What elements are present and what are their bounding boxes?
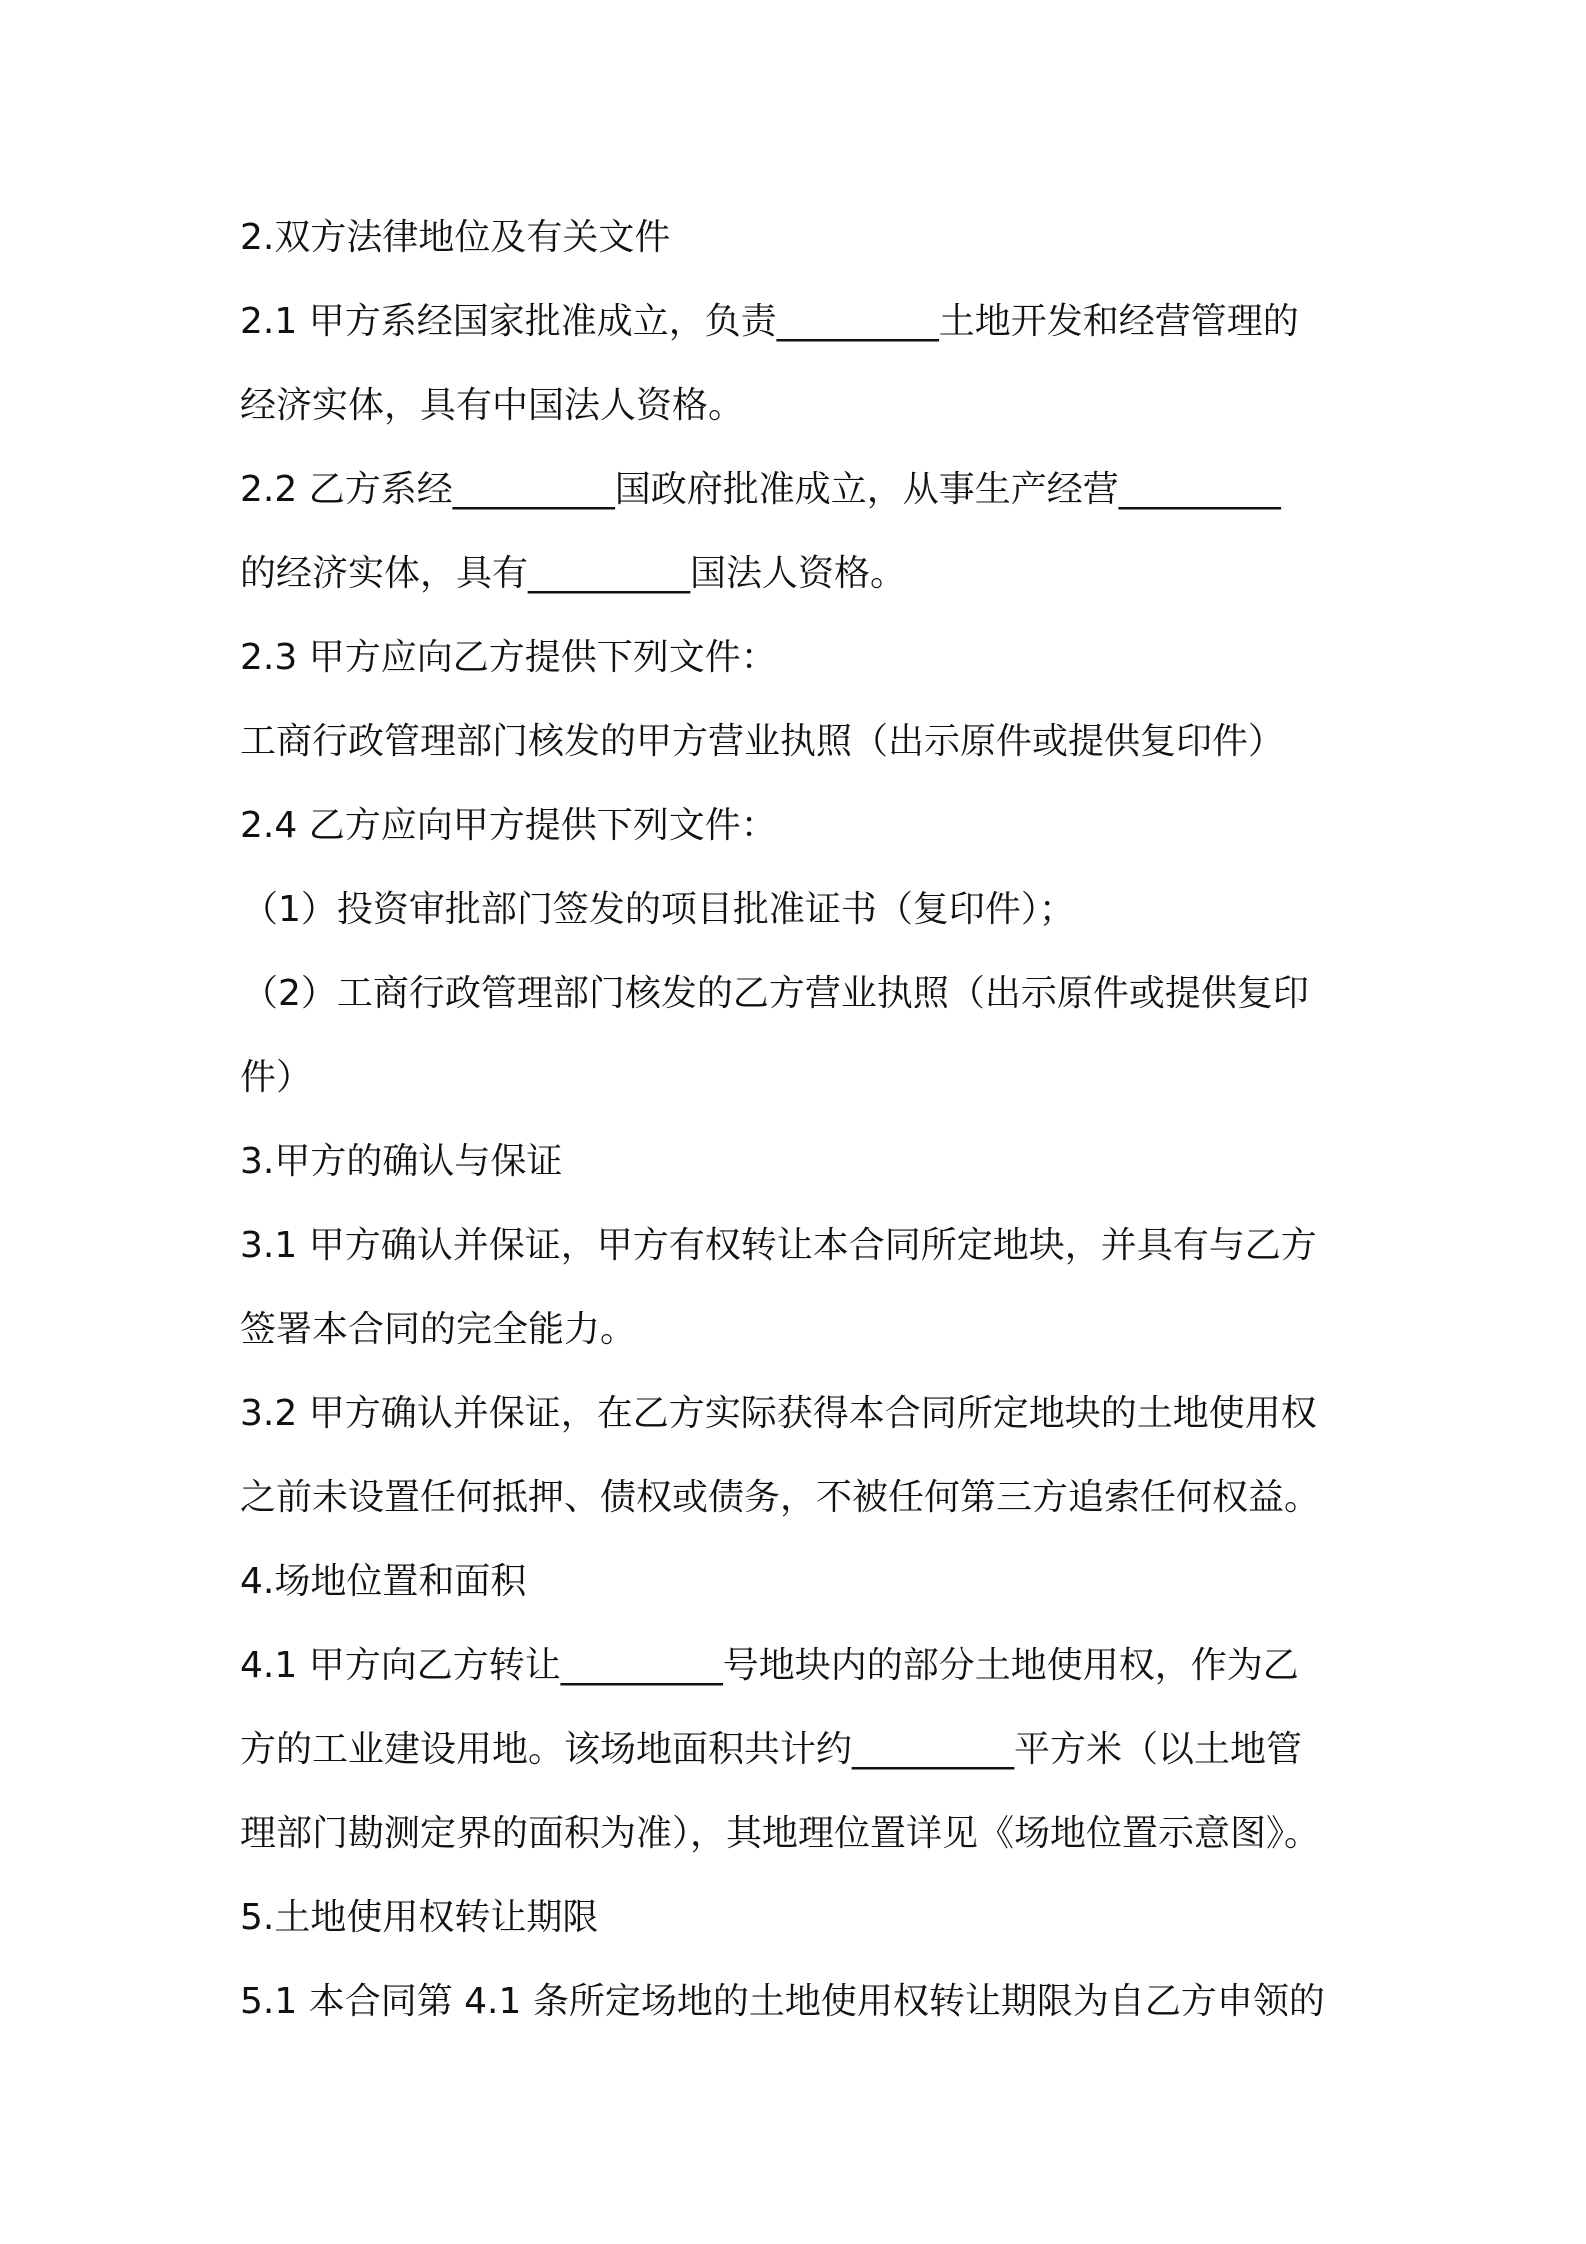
document-body	[240, 196, 1360, 2044]
list-item: （1）投资审批部门签发的项目批准证书（复印件）；	[242, 889, 1075, 930]
paragraph-line: 4.1 甲方向乙方转让_________号地块内的部分土地使用权，作为乙	[240, 1645, 1299, 1686]
paragraph-line: 的经济实体，具有_________国法人资格。	[240, 553, 907, 594]
paragraph-line: 签署本合同的完全能力。	[240, 1309, 637, 1350]
list-item: （2）工商行政管理部门核发的乙方营业执照（出示原件或提供复印	[242, 973, 1309, 1014]
paragraph-line: 件）	[240, 1057, 313, 1098]
section-heading: 2.双方法律地位及有关文件	[240, 217, 671, 258]
paragraph-line: 经济实体，具有中国法人资格。	[240, 385, 745, 426]
paragraph-line: 方的工业建设用地。该场地面积共计约_________平方米（以土地管	[240, 1729, 1303, 1770]
paragraph-line: 2.1 甲方系经国家批准成立，负责_________土地开发和经营管理的	[240, 301, 1299, 342]
paragraph-line: 3.2 甲方确认并保证，在乙方实际获得本合同所定地块的土地使用权	[240, 1393, 1317, 1434]
section-heading: 5.土地使用权转让期限	[240, 1897, 599, 1938]
section-heading: 3.甲方的确认与保证	[240, 1141, 563, 1182]
paragraph-line: 理部门勘测定界的面积为准），其地理位置详见《场地位置示意图》。	[240, 1813, 1321, 1854]
paragraph-line: 2.2 乙方系经_________国政府批准成立，从事生产经营_________	[240, 469, 1281, 510]
section-heading: 4.场地位置和面积	[240, 1561, 527, 1602]
paragraph-line: 3.1 甲方确认并保证，甲方有权转让本合同所定地块，并具有与乙方	[240, 1225, 1317, 1266]
paragraph-line: 5.1 本合同第 4.1 条所定场地的土地使用权转让期限为自乙方申领的	[240, 1981, 1325, 2022]
paragraph-line: 工商行政管理部门核发的甲方营业执照（出示原件或提供复印件）	[240, 721, 1285, 762]
paragraph-line: 之前未设置任何抵押、债权或债务，不被任何第三方追索任何权益。	[240, 1477, 1321, 1518]
paragraph-line: 2.3 甲方应向乙方提供下列文件：	[240, 637, 777, 678]
paragraph-line: 2.4 乙方应向甲方提供下列文件：	[240, 805, 777, 846]
